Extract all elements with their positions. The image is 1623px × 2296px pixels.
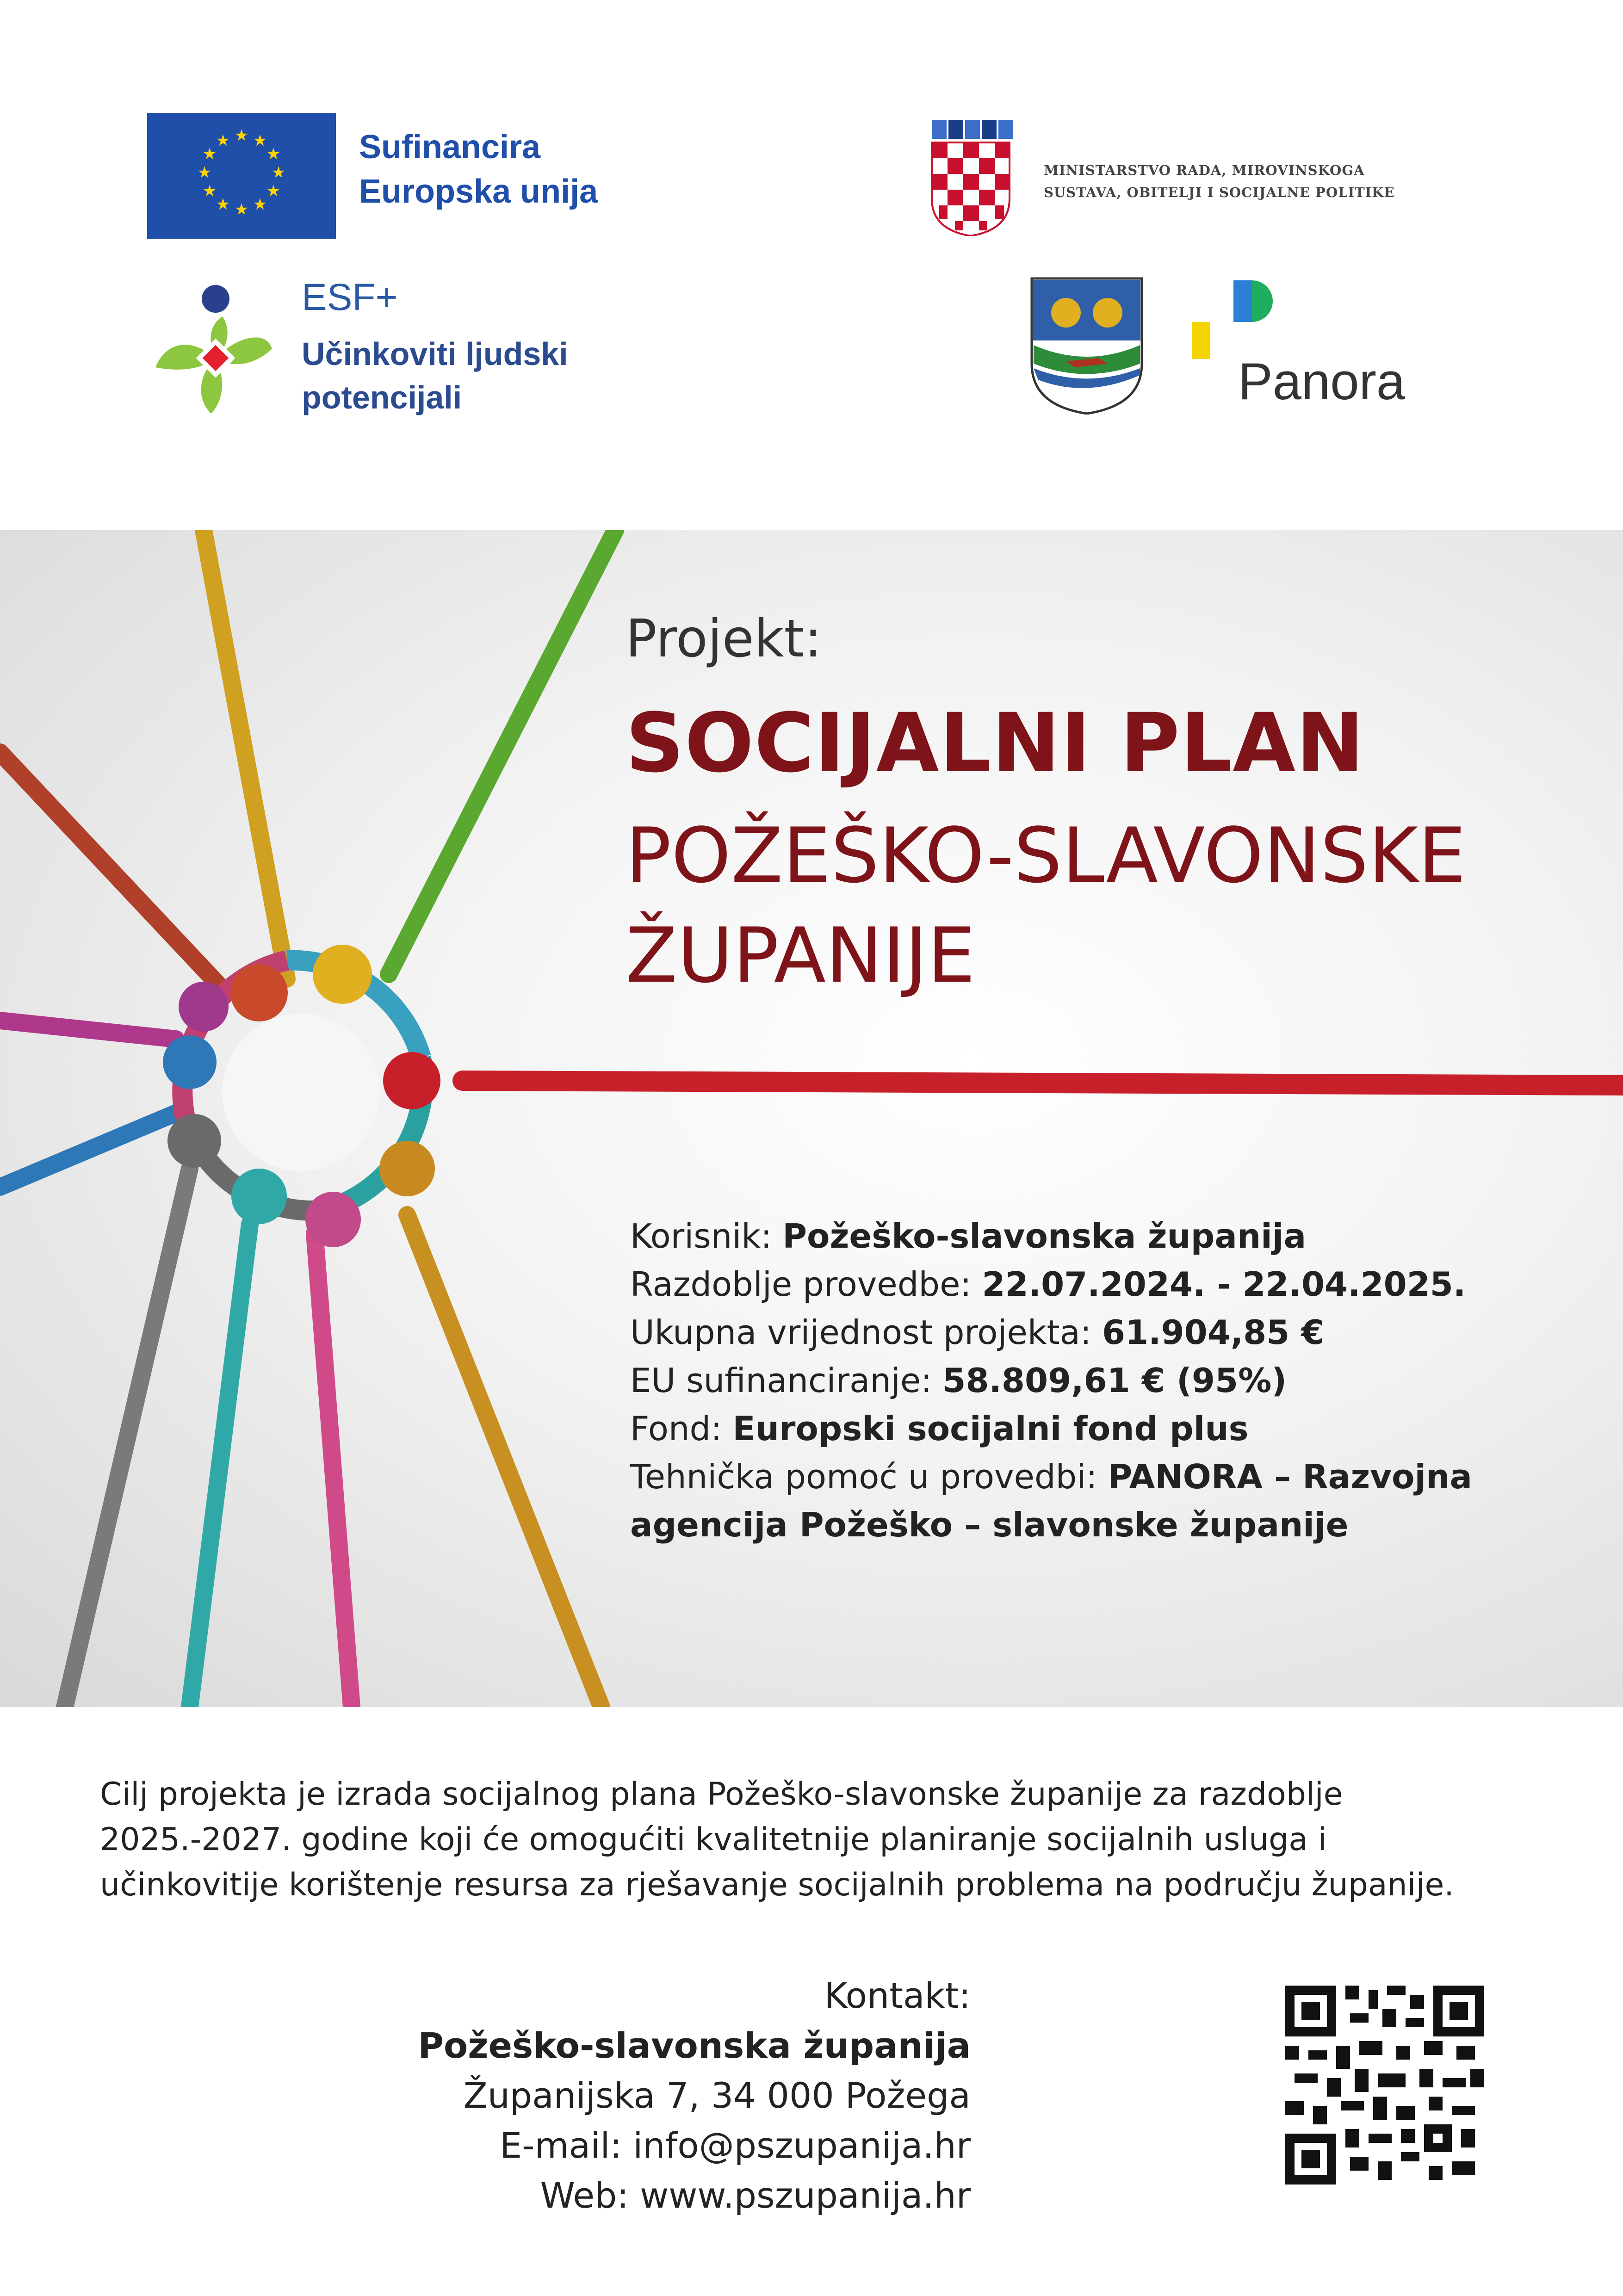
svg-text:★: ★ bbox=[253, 195, 267, 214]
contact-address: Županijska 7, 34 000 Požega bbox=[463, 2075, 971, 2116]
project-title-line-2: POŽEŠKO-SLAVONSKE bbox=[626, 811, 1466, 900]
eu-line-2: Europska unija bbox=[359, 173, 598, 210]
svg-text:★: ★ bbox=[266, 145, 281, 163]
project-info bbox=[630, 1212, 1509, 1549]
ministry-line-2: SUSTAVA, OBITELJI I SOCIJALNE POLITIKE bbox=[1044, 185, 1395, 200]
ministry-name bbox=[1044, 159, 1395, 204]
info-fund: Fond: Europski socijalni fond plus bbox=[630, 1409, 1249, 1448]
svg-text:★: ★ bbox=[234, 126, 249, 145]
svg-text:★: ★ bbox=[197, 163, 212, 182]
info-technical-assistance-cont: agencija Požeško – slavonske županije bbox=[630, 1505, 1349, 1544]
contact-email[interactable]: E-mail: info@pszupanija.hr bbox=[500, 2125, 971, 2166]
panora-logo-icon bbox=[1192, 280, 1275, 364]
eu-cofinanced-text bbox=[359, 125, 598, 214]
county-coat-of-arms-icon bbox=[1029, 276, 1145, 415]
esf-logo-icon bbox=[151, 279, 276, 418]
eu-line-1: Sufinancira bbox=[359, 129, 541, 166]
goal-line-2: 2025.-2027. godine koji će omogućiti kvalitetnije planiranje socijalnih usluga i bbox=[100, 1821, 1327, 1858]
panora-wordmark: Panora bbox=[1238, 353, 1406, 410]
svg-text:★: ★ bbox=[216, 131, 230, 150]
svg-text:★: ★ bbox=[202, 145, 217, 163]
contact-heading: Kontakt: bbox=[824, 1975, 971, 2016]
goal-line-1: Cilj projekta je izrada socijalnog plana Požeško-slavonske županije za razdoblje bbox=[100, 1776, 1343, 1813]
svg-text:★: ★ bbox=[266, 182, 281, 200]
contact-org: Požeško-slavonska županija bbox=[418, 2025, 971, 2066]
eu-flag-icon bbox=[147, 113, 336, 239]
project-label: Projekt: bbox=[626, 609, 822, 669]
ministry-line-1: MINISTARSTVO RADA, MIROVINSKOGA bbox=[1044, 162, 1365, 178]
svg-text:★: ★ bbox=[234, 200, 249, 219]
info-technical-assistance: Tehnička pomoć u provedbi: PANORA – Razvojna bbox=[630, 1457, 1473, 1496]
qr-code-icon[interactable] bbox=[1285, 1986, 1484, 2185]
project-goal bbox=[100, 1772, 1534, 1908]
esf-plus-title: ESF+ bbox=[302, 276, 398, 318]
svg-text:★: ★ bbox=[202, 182, 217, 200]
goal-line-3: učinkovitije korištenje resursa za rješavanje socijalnih problema na području županije. bbox=[100, 1867, 1454, 1903]
contact-web[interactable]: Web: www.pszupanija.hr bbox=[540, 2175, 971, 2216]
svg-text:★: ★ bbox=[253, 131, 267, 150]
svg-text:★: ★ bbox=[216, 195, 230, 214]
esf-line-1: Učinkoviti ljudski bbox=[302, 336, 568, 372]
project-title-line-1: SOCIJALNI PLAN bbox=[626, 696, 1365, 791]
contact-block bbox=[418, 1971, 971, 2221]
esf-subtitle bbox=[302, 332, 568, 419]
info-beneficiary: Korisnik: Požeško-slavonska županija bbox=[630, 1217, 1307, 1256]
croatian-coat-of-arms-icon bbox=[925, 120, 1016, 236]
info-eu-cofinancing: EU sufinanciranje: 58.809,61 € (95%) bbox=[630, 1361, 1287, 1400]
info-total-value: Ukupna vrijednost projekta: 61.904,85 € bbox=[630, 1313, 1325, 1352]
svg-text:★: ★ bbox=[271, 163, 286, 182]
info-period: Razdoblje provedbe: 22.07.2024. - 22.04.2025. bbox=[630, 1265, 1466, 1304]
esf-line-2: potencijali bbox=[302, 379, 462, 415]
project-title-line-3: ŽUPANIJE bbox=[626, 911, 976, 1000]
